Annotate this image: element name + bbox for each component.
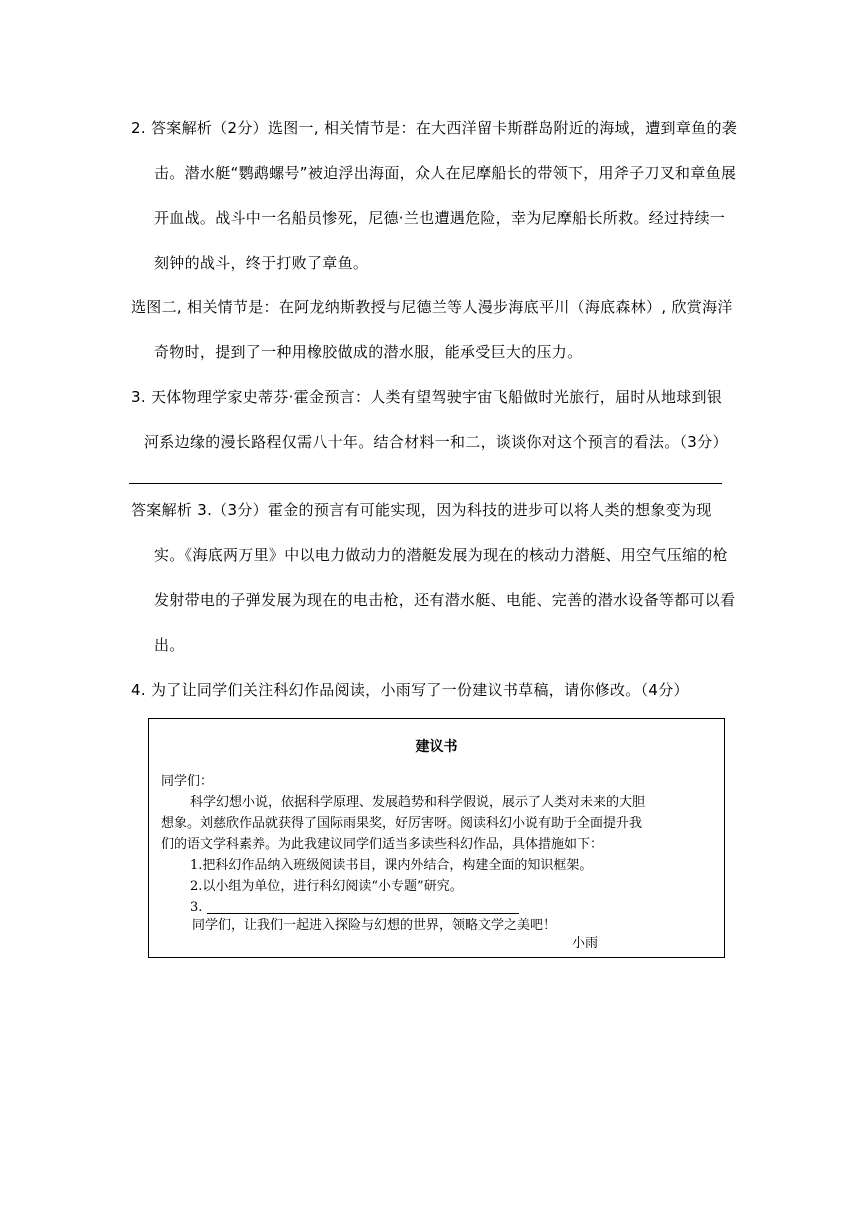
- q2-answer-line: 2. 答案解析（2分）选图一, 相关情节是：在大西洋留卡斯群岛附近的海域，遭到章鱼的袭: [131, 119, 738, 137]
- q2-answer-line: 刻钟的战斗，终于打败了章鱼。: [154, 254, 369, 272]
- proposal-title: 建议书: [415, 739, 458, 755]
- proposal-paragraph-line: 科学幻想小说，依据科学原理、发展趋势和科学假说，展示了人类对未来的大胆: [190, 795, 646, 810]
- q3-answer-line: 出。: [154, 636, 185, 654]
- proposal-paragraph-line: 想象。刘慈欣作品就获得了国际雨果奖，好厉害呀。阅读科幻小说有助于全面提升我: [161, 816, 643, 831]
- proposal-closing: 同学们，让我们一起进入探险与幻想的世界，领略文学之美吧！: [192, 918, 557, 933]
- q2-answer-line: 击。潜水艇“鹦鹉螺号”被迫浮出海面，众人在尼摩船长的带领下，用斧子刀叉和章鱼展: [154, 164, 737, 182]
- q2-answer-line: 选图二, 相关情节是：在阿龙纳斯教授与尼德兰等人漫步海底平川（海底森林）, 欣赏海洋: [131, 298, 733, 316]
- proposal-item-3-blank: [207, 913, 519, 914]
- q3-answer-line: 答案解析 3.（3分）霍金的预言有可能实现，因为科技的进步可以将人类的想象变为现: [131, 501, 712, 519]
- proposal-paragraph-line: 们的语文学科素养。为此我建议同学们适当多读些科幻作品，具体措施如下：: [161, 837, 604, 852]
- q3-answer-line: 发射带电的子弹发展为现在的电击枪，还有潜水艇、电能、完善的潜水设备等都可以看: [154, 591, 736, 609]
- q3-answer-line: 实。《海底两万里》中以电力做动力的潜艇发展为现在的核动力潜艇、用空气压缩的枪: [154, 546, 728, 564]
- proposal-box: [148, 718, 725, 958]
- proposal-greeting: 同学们：: [161, 774, 214, 789]
- q2-answer-line: 开血战。战斗中一名船员惨死，尼德·兰也遭遇危险，幸为尼摩船长所救。经过持续一: [154, 209, 726, 227]
- q3-question-line: 3. 天体物理学家史蒂芬·霍金预言：人类有望驾驶宇宙飞船做时光旅行，届时从地球到银: [131, 388, 723, 406]
- proposal-item-2: 2.以小组为单位，进行科幻阅读“小专题”研究。: [190, 879, 463, 894]
- proposal-item-3: 3.: [190, 900, 203, 915]
- answer-blank-line: [129, 483, 722, 484]
- q2-answer-line: 奇物时，提到了一种用橡胶做成的潜水服，能承受巨大的压力。: [154, 343, 583, 361]
- q3-question-line: 河系边缘的漫长路程仅需八十年。结合材料一和二，谈谈你对这个预言的看法。（3分）: [144, 433, 728, 451]
- proposal-signature: 小雨: [572, 936, 599, 951]
- q4-question: 4. 为了让同学们关注科幻作品阅读，小雨写了一份建议书草稿，请你修改。（4分）: [131, 681, 689, 699]
- proposal-item-1: 1.把科幻作品纳入班级阅读书目，课内外结合，构建全面的知识框架。: [190, 858, 593, 873]
